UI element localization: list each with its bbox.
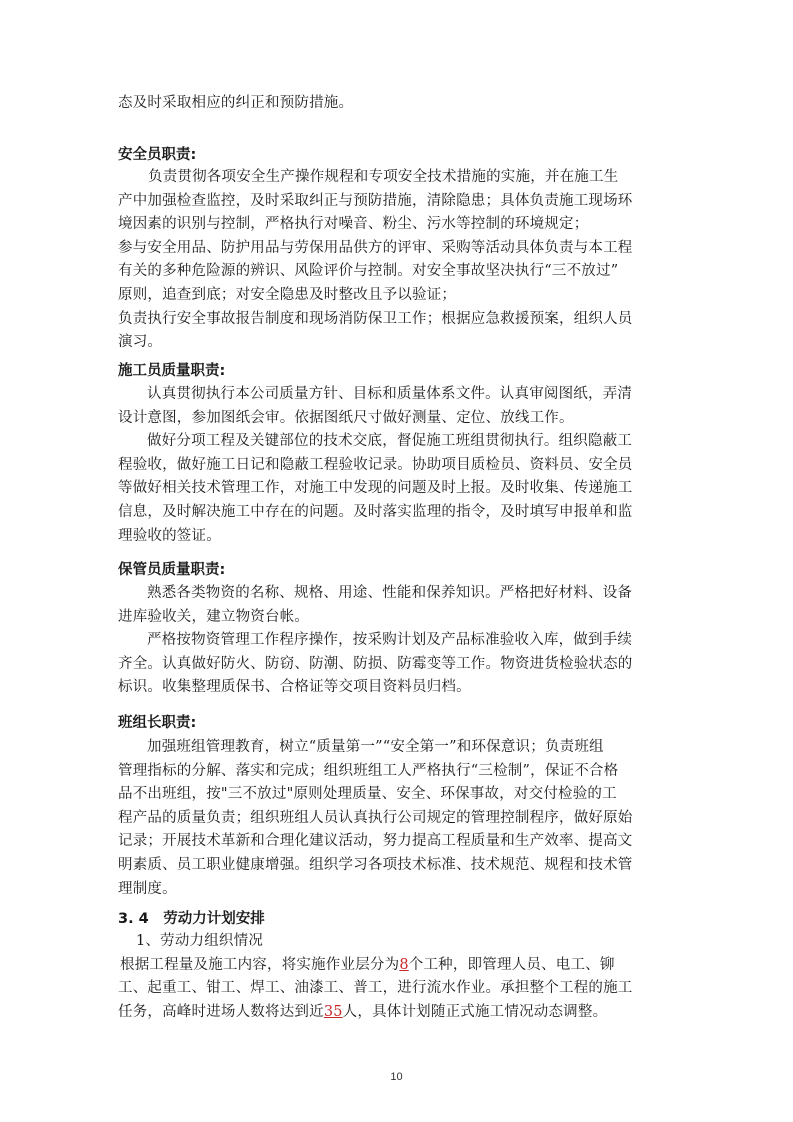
peak-workers-value: 35 <box>323 1003 343 1020</box>
text-line: 有关的多种危险源的辨识、风险评价与控制。对安全事故坚决执行“三不放过” <box>118 263 619 280</box>
text-line: 程验收，做好施工日记和隐蔽工程验收记录。协助项目质检员、资料员、安全员 <box>118 456 633 473</box>
text-line: 等做好相关技术管理工作，对施工中发现的问题及时上报。及时收集、传递施工 <box>118 480 633 497</box>
text-line: 品不出班组，按"三不放过"原则处理质量、安全、环保事故，对交付检验的工 <box>118 786 617 803</box>
text-line: 管理指标的分解、落实和完成；组织班组工人严格执行“三检制”，保证不合格 <box>118 762 619 779</box>
text-line: 认真贯彻执行本公司质量方针、目标和质量体系文件。认真审阅图纸，弄清 <box>147 386 633 402</box>
text-line: 负责贯彻各项安全生产操作规程和专项安全技术措施的实施，并在施工生 <box>148 169 619 185</box>
text-line: 态及时采取相应的纠正和预防措施。 <box>118 95 354 111</box>
continued-paragraph <box>118 92 678 116</box>
safety-officer-heading: 安全员职责: <box>118 147 197 163</box>
text-line <box>118 954 678 978</box>
team-leader-heading: 班组长职责: <box>118 715 197 731</box>
text-line: 齐全。认真做好防火、防窃、防潮、防损、防霉变等工作。物资进货检验状态的 <box>118 655 633 672</box>
text-line: 原则，追查到底；对安全隐患及时整改且予以验证； <box>118 286 457 303</box>
construction-officer-heading: 施工员质量职责: <box>118 363 226 379</box>
text-line: 产中加强检查监控，及时采取纠正与预防措施，清除隐患；具体负责施工现场环 <box>118 192 633 209</box>
text-line: 进库验收关，建立物资台帐。 <box>118 608 310 625</box>
text-line: 理验收的签证。 <box>118 527 221 544</box>
text-line: 负责执行安全事故报告制度和现场消防保卫工作；根据应急救援预案，组织人员 <box>118 310 633 327</box>
text-run: 任务，高峰时进场人数将达到近 <box>118 1003 324 1020</box>
team-leader-body <box>118 736 678 901</box>
trade-count-value: 8 <box>399 956 409 973</box>
page-number: 10 <box>390 1071 403 1083</box>
storekeeper-body <box>118 582 678 700</box>
text-line: 理制度。 <box>118 880 177 897</box>
text-run: 人，具体计划随正式施工情况动态调整。 <box>342 1003 608 1020</box>
subsection-title: 1、劳动力组织情况 <box>136 933 264 949</box>
text-line: 程产品的质量负责；组织班组人员认真执行公司规定的管理控制程序，做好原始 <box>118 809 633 826</box>
text-line: 参与安全用品、防护用品与劳保用品供方的评审、采购等活动具体负责与本工程 <box>118 239 633 256</box>
storekeeper-heading: 保管员质量职责: <box>118 562 226 578</box>
text-line: 做好分项工程及关键部位的技术交底，督促施工班组贯彻执行。组织隐蔽工 <box>147 433 633 450</box>
text-line: 信息，及时解决施工中存在的问题。及时落实监理的指令，及时填写申报单和监 <box>118 503 633 520</box>
safety-officer-body <box>118 166 678 355</box>
text-line: 记录；开展技术革新和合理化建议活动，努力提高工程质量和生产效率、提高文 <box>118 833 633 850</box>
construction-officer-body <box>118 383 678 548</box>
text-line: 标识。收集整理质保书、合格证等交项目资料员归档。 <box>118 679 471 696</box>
text-line <box>118 1001 678 1025</box>
text-line: 加强班组管理教育，树立“质量第一”“安全第一”和环保意识；负责班组 <box>147 739 604 755</box>
text-run: 个工种，即管理人员、电工、铆 <box>408 956 615 973</box>
text-run: 根据工程量及施工内容，将实施作业层分为 <box>120 956 400 973</box>
text-line: 工、起重工、钳工、焊工、油漆工、普工，进行流水作业。承担整个工程的施工 <box>118 980 633 997</box>
text-line: 严格按物资管理工作程序操作，按采购计划及产品标准验收入库，做到手续 <box>147 632 633 649</box>
text-line: 境因素的识别与控制，严格执行对噪音、粉尘、污水等控制的环境规定； <box>118 216 589 233</box>
text-line: 熟悉各类物资的名称、规格、用途、性能和保养知识。严格把好材料、设备 <box>147 585 633 601</box>
text-line: 设计意图，参加图纸会审。依据图纸尺寸做好测量、定位、放线工作。 <box>118 409 574 426</box>
text-line: 演习。 <box>118 334 163 351</box>
labor-plan-body <box>118 930 678 1024</box>
text-line: 明素质、员工职业健康增强。组织学习各项技术标准、技术规范、规程和技术管 <box>118 856 633 873</box>
section-heading-labor-plan: 3. 4 劳动力计划安排 <box>118 911 265 927</box>
